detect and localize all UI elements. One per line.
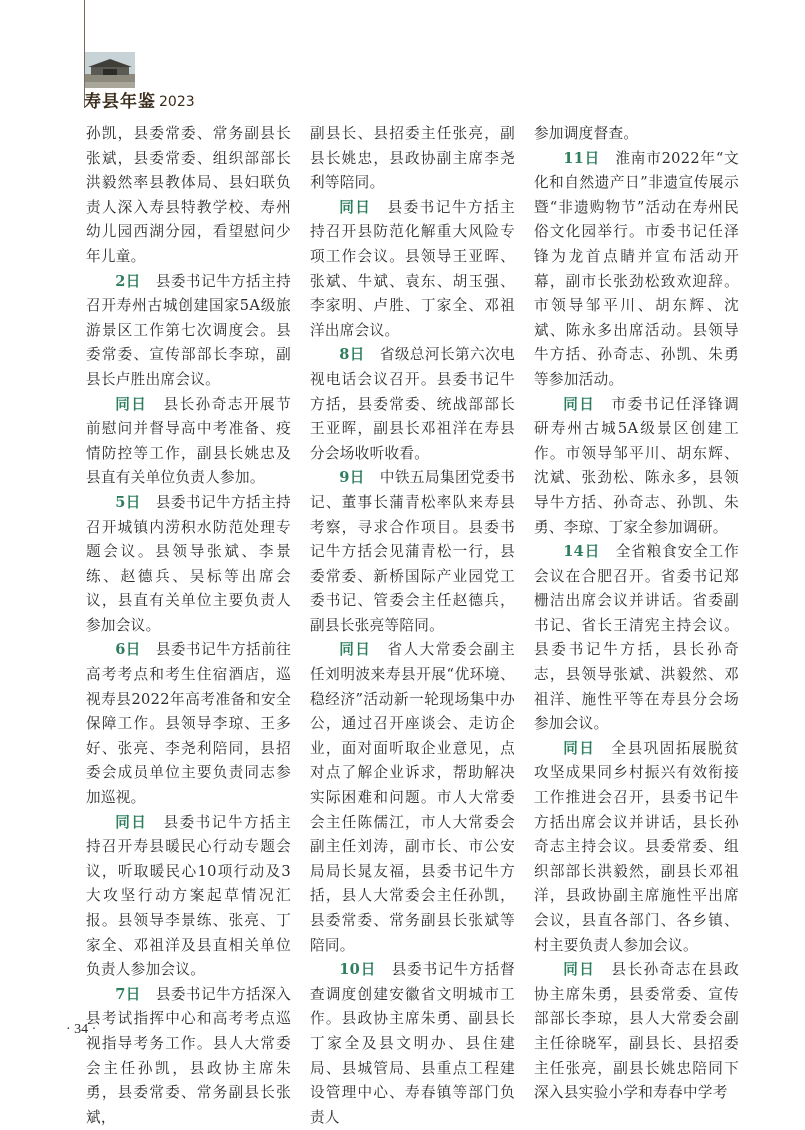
entry-text: 省级总河长第六次电视电话会议召开。县委书记牛方括，县委常委、统战部部长王亚晖，副县长邓祖洋在寿县分会场收听收看。 — [310, 346, 515, 462]
entry-date: 8日 — [339, 346, 365, 364]
entry-paragraph — [310, 343, 515, 466]
entry-paragraph — [86, 393, 291, 491]
entry-paragraph — [86, 811, 291, 983]
entry-paragraph — [86, 983, 291, 1130]
entry-paragraph — [310, 958, 515, 1130]
entry-text: 县委书记牛方括主持召开寿县暖民心行动专题会议，听取暖民心10项行动及3大攻坚行动方案起草情况汇报。县领导李景练、张亮、丁家全、邓祖洋及县直相关单位负责人参加会议。 — [86, 813, 291, 979]
entry-text: 县长孙奇志在县政协主席朱勇，县委常委、宣传部部长李琼，县人大常委会副主任徐晓军，副县长、县招委主任张亮，副县长姚忠陪同下深入县实验小学和寿春中学考 — [534, 961, 739, 1102]
entry-date: 10日 — [339, 961, 377, 979]
text-column-1 — [86, 122, 291, 1130]
entry-paragraph — [534, 540, 739, 737]
entry-paragraph — [534, 147, 739, 393]
entry-text: 副县长、县招委主任张亮，副县长姚忠，县政协副主席李尧利等陪同。 — [310, 125, 515, 192]
text-column-3 — [534, 122, 739, 1106]
entry-text: 县委书记牛方括主持召开县防范化解重大风险专项工作会议。县领导王亚晖、张斌、牛斌、袁东、胡玉强、李家明、卢胜、丁家全、邓祖洋出席会议。 — [310, 198, 515, 339]
entry-date: 5日 — [115, 493, 141, 511]
entry-date: 7日 — [115, 985, 141, 1003]
entry-date: 同日 — [563, 739, 596, 757]
entry-paragraph — [534, 393, 739, 541]
entry-paragraph — [310, 196, 515, 344]
header-banner-image — [85, 52, 135, 88]
entry-text: 孙凯，县委常委、常务副县长张斌，县委常委、组织部部长洪毅然率县教体局、县妇联负责人深入寿县特教学校、寿州幼儿园西湖分园，看望慰问少年儿童。 — [86, 125, 291, 265]
masthead — [84, 88, 195, 112]
entry-text: 全县巩固拓展脱贫攻坚成果同乡村振兴有效衔接工作推进会召开，县委书记牛方括出席会议并讲话，县长孙奇志主持会议。县委常委、组织部部长洪毅然，副县长邓祖洋，县政协副主席施性平出席会议，县直各部门、各乡镇、村主要负责人参加会议。 — [534, 739, 739, 954]
entry-text: 县委书记牛方括督查调度创建安徽省文明城市工作。县政协主席朱勇、副县长丁家全及县文明办、县住建局、县城管局、县重点工程建设管理中心、寿春镇等部门负责人 — [310, 961, 515, 1126]
entry-date: 同日 — [339, 198, 372, 216]
entry-text: 全省粮食安全工作会议在合肥召开。省委书记郑栅洁出席会议并讲话。省委副书记、省长王清宪主持会议。县委书记牛方括，县长孙奇志，县领导张斌、洪毅然、邓祖洋、施性平等在寿县分会场参加会议。 — [534, 543, 739, 733]
yearbook-title: 寿县年鉴 — [84, 92, 156, 112]
entry-paragraph — [86, 122, 291, 270]
entry-paragraph — [534, 958, 739, 1106]
entry-date: 同日 — [339, 641, 372, 659]
entry-text: 县委书记牛方括深入县考试指挥中心和高考考点巡视指导考务工作。县人大常委会主任孙凯，县政协主席朱勇，县委常委、常务副县长张斌， — [86, 985, 291, 1126]
entry-text: 县委书记牛方括前往高考考点和考生住宿酒店，巡视寿县2022年高考准备和安全保障工作。县领导李琼、王多好、张亮、李尧利陪同，县招委会成员单位主要负责同志参加巡视。 — [86, 641, 291, 807]
entry-date: 9日 — [339, 469, 365, 487]
entry-text: 县委书记牛方括主持召开寿州古城创建国家5A级旅游景区工作第七次调度会。县委常委、宣传部部长李琼，副县长卢胜出席会议。 — [86, 272, 291, 388]
entry-text: 淮南市2022年“文化和自然遗产日”非遗宣传展示暨“非遗购物节”活动在寿州民俗文化园举行。市委书记任泽锋为龙首点睛并宣布活动开幕，副市长张劲松致欢迎辞。市领导邹平川、胡东辉、沈斌、陈永多出席活动。县领导牛方括、孙奇志、孙凯、朱勇等参加活动。 — [534, 149, 739, 388]
entry-paragraph — [86, 638, 291, 810]
entry-date: 同日 — [115, 395, 148, 413]
entry-date: 同日 — [563, 961, 596, 979]
entry-paragraph — [310, 122, 515, 196]
entry-date: 2日 — [115, 272, 141, 290]
entry-text: 县长孙奇志开展节前慰问并督导高中考准备、疫情防控等工作，副县长姚忠及县直有关单位负责人参加。 — [86, 395, 291, 487]
entry-paragraph — [310, 638, 515, 958]
entry-paragraph — [534, 737, 739, 958]
text-column-2 — [310, 122, 515, 1130]
entry-paragraph — [86, 491, 291, 639]
entry-date: 6日 — [115, 641, 141, 659]
entry-text: 中铁五局集团党委书记、董事长蒲青松率队来寿县考察，寻求合作项目。县委书记牛方括会见蒲青松一行，县委常委、新桥国际产业园党工委书记、管委会主任赵德兵，副县长张亮等陪同。 — [310, 469, 515, 634]
entry-text: 县委书记牛方括主持召开城镇内涝积水防范处理专题会议。县领导张斌、李景练、赵德兵、吴标等出席会议，县直有关单位主要负责人参加会议。 — [86, 493, 291, 634]
entry-paragraph — [86, 270, 291, 393]
yearbook-year: 2023 — [159, 94, 195, 110]
entry-paragraph — [534, 122, 739, 147]
entry-text: 参加调度督查。 — [534, 125, 639, 142]
entry-date: 同日 — [115, 813, 148, 831]
entry-paragraph — [310, 466, 515, 638]
entry-text: 市委书记任泽锋调研寿州古城5A级景区创建工作。市领导邹平川、胡东辉、沈斌、张劲松、陈永多，县领导牛方括、孙奇志、孙凯、朱勇、李琼、丁家全参加调研。 — [534, 395, 739, 536]
entry-date: 11日 — [563, 149, 600, 167]
entry-text: 省人大常委会副主任刘明波来寿县开展“优环境、稳经济”活动新一轮现场集中办公，通过召开座谈会、走访企业，面对面听取企业意见，点对点了解企业诉求，帮助解决实际困难和问题。市人大常委会主任陈儒江，市人大常委会副主任刘涛，副市长、市公安局局长晁友福，县委书记牛方括，县人大常委会主任孙凯，县委常委、常务副县长张斌等陪同。 — [310, 641, 515, 954]
page-number: · 34 · — [66, 1022, 97, 1037]
city-gate-illustration — [85, 52, 135, 88]
entry-date: 14日 — [563, 543, 601, 561]
entry-date: 同日 — [563, 395, 596, 413]
